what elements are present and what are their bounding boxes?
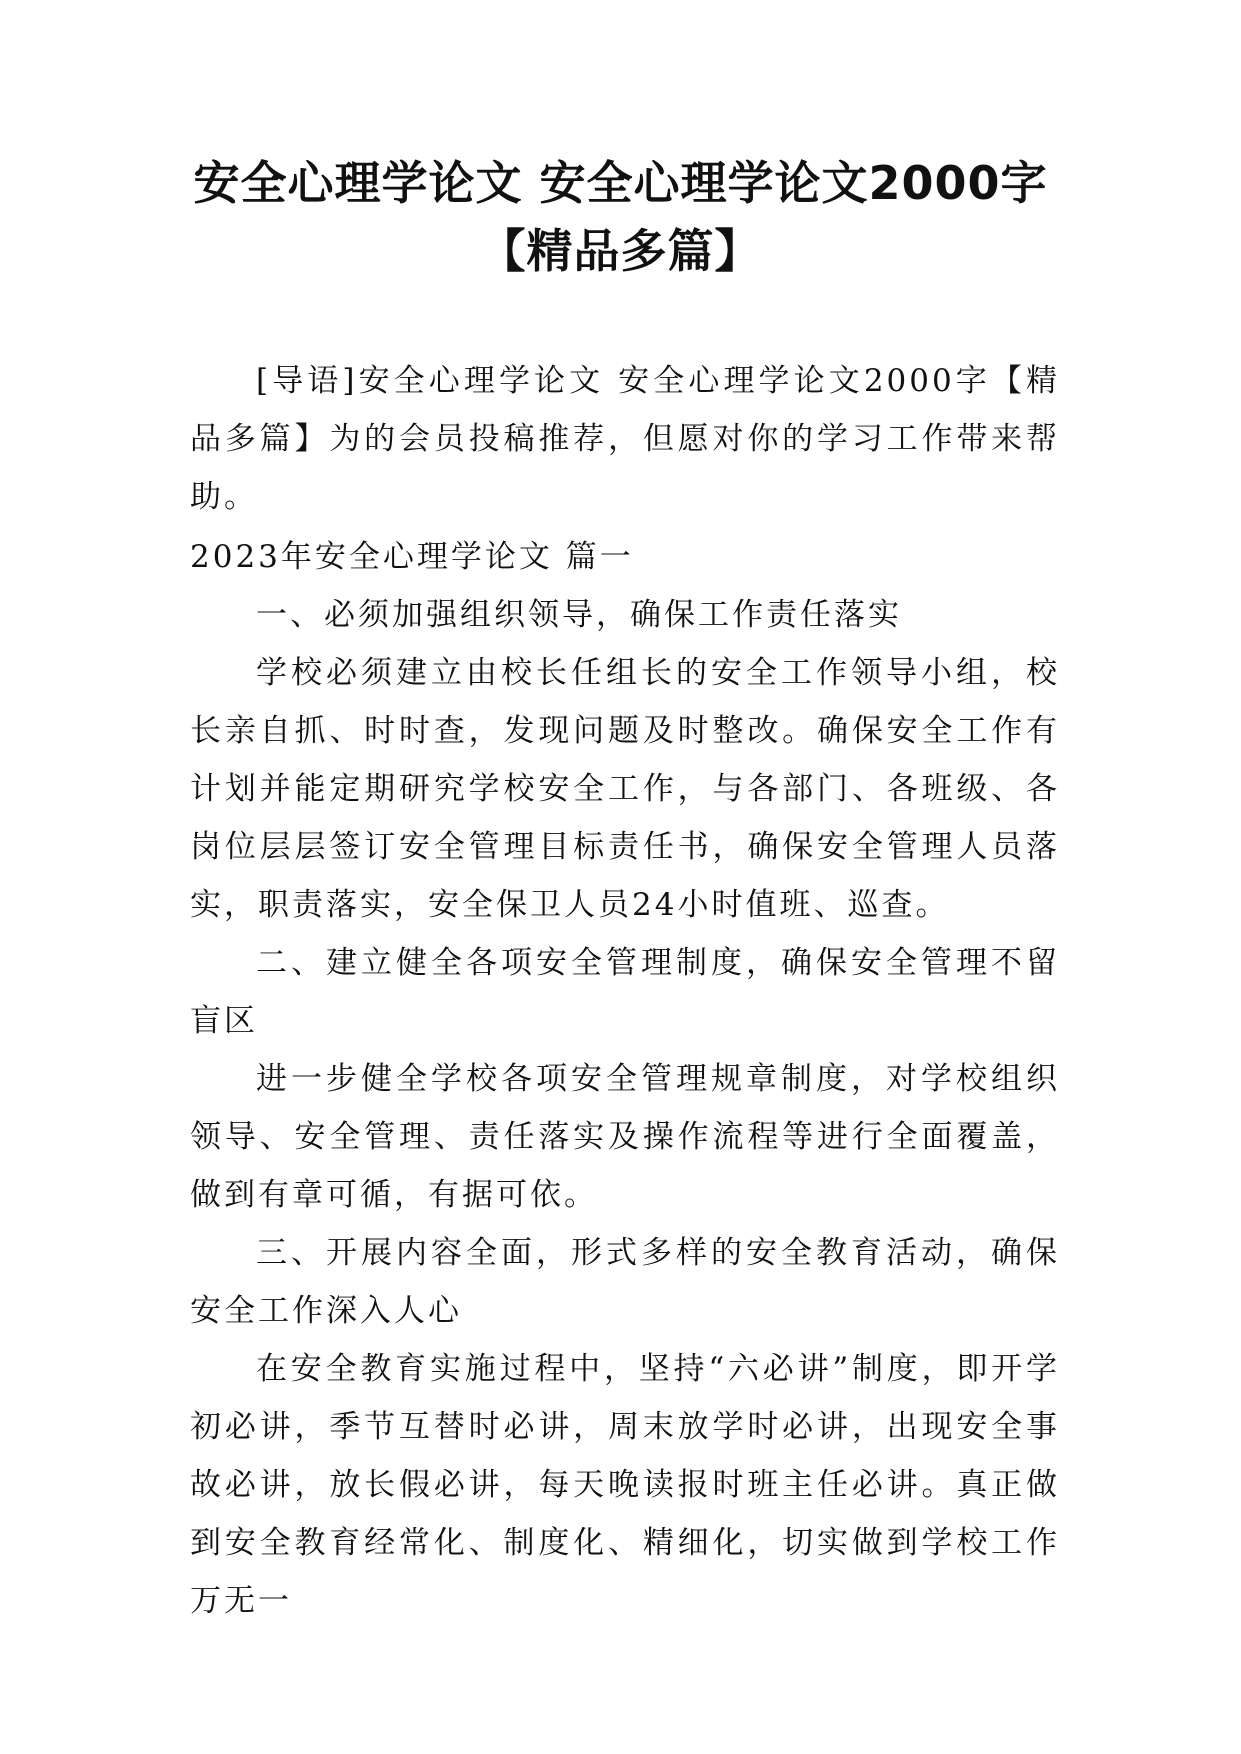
section-heading: 2023年安全心理学论文 篇一	[190, 539, 634, 575]
document-title-line-1: 安全心理学论文 安全心理学论文2000字	[193, 156, 1048, 210]
article-section	[190, 528, 1060, 1630]
paragraph-heading-1: 一、必须加强组织领导，确保工作责任落实	[256, 597, 902, 633]
document-title-line-2: 【精品多篇】	[479, 224, 762, 278]
paragraph-heading-2: 二、建立健全各项安全管理制度，确保安全管理不留盲区	[190, 945, 1060, 1039]
paragraph-body-1: 学校必须建立由校长任组长的安全工作领导小组，校长亲自抓、时时查，发现问题及时整改。确保安全工作有计划并能定期研究学校安全工作，与各部门、各班级、各岗位层层签订安全管理目标责任书，确保安全管理人员落实，职责落实，安全保卫人员24小时值班、巡查。	[190, 655, 1060, 923]
paragraph-heading-3: 三、开展内容全面，形式多样的安全教育活动，确保安全工作深入人心	[190, 1235, 1060, 1329]
paragraph-body-3: 在安全教育实施过程中，坚持“六必讲”制度，即开学初必讲，季节互替时必讲，周末放学时必讲，出现安全事故必讲，放长假必讲，每天晚读报时班主任必讲。真正做到安全教育经常化、制度化、精细化，切实做到学校工作万无一	[190, 1351, 1060, 1619]
paragraph-body-2: 进一步健全学校各项安全管理规章制度，对学校组织领导、安全管理、责任落实及操作流程等进行全面覆盖，做到有章可循，有据可依。	[190, 1061, 1060, 1213]
intro-paragraph: [导语]安全心理学论文 安全心理学论文2000字【精品多篇】为的会员投稿推荐，但愿对你的学习工作带来帮助。	[190, 363, 1060, 515]
